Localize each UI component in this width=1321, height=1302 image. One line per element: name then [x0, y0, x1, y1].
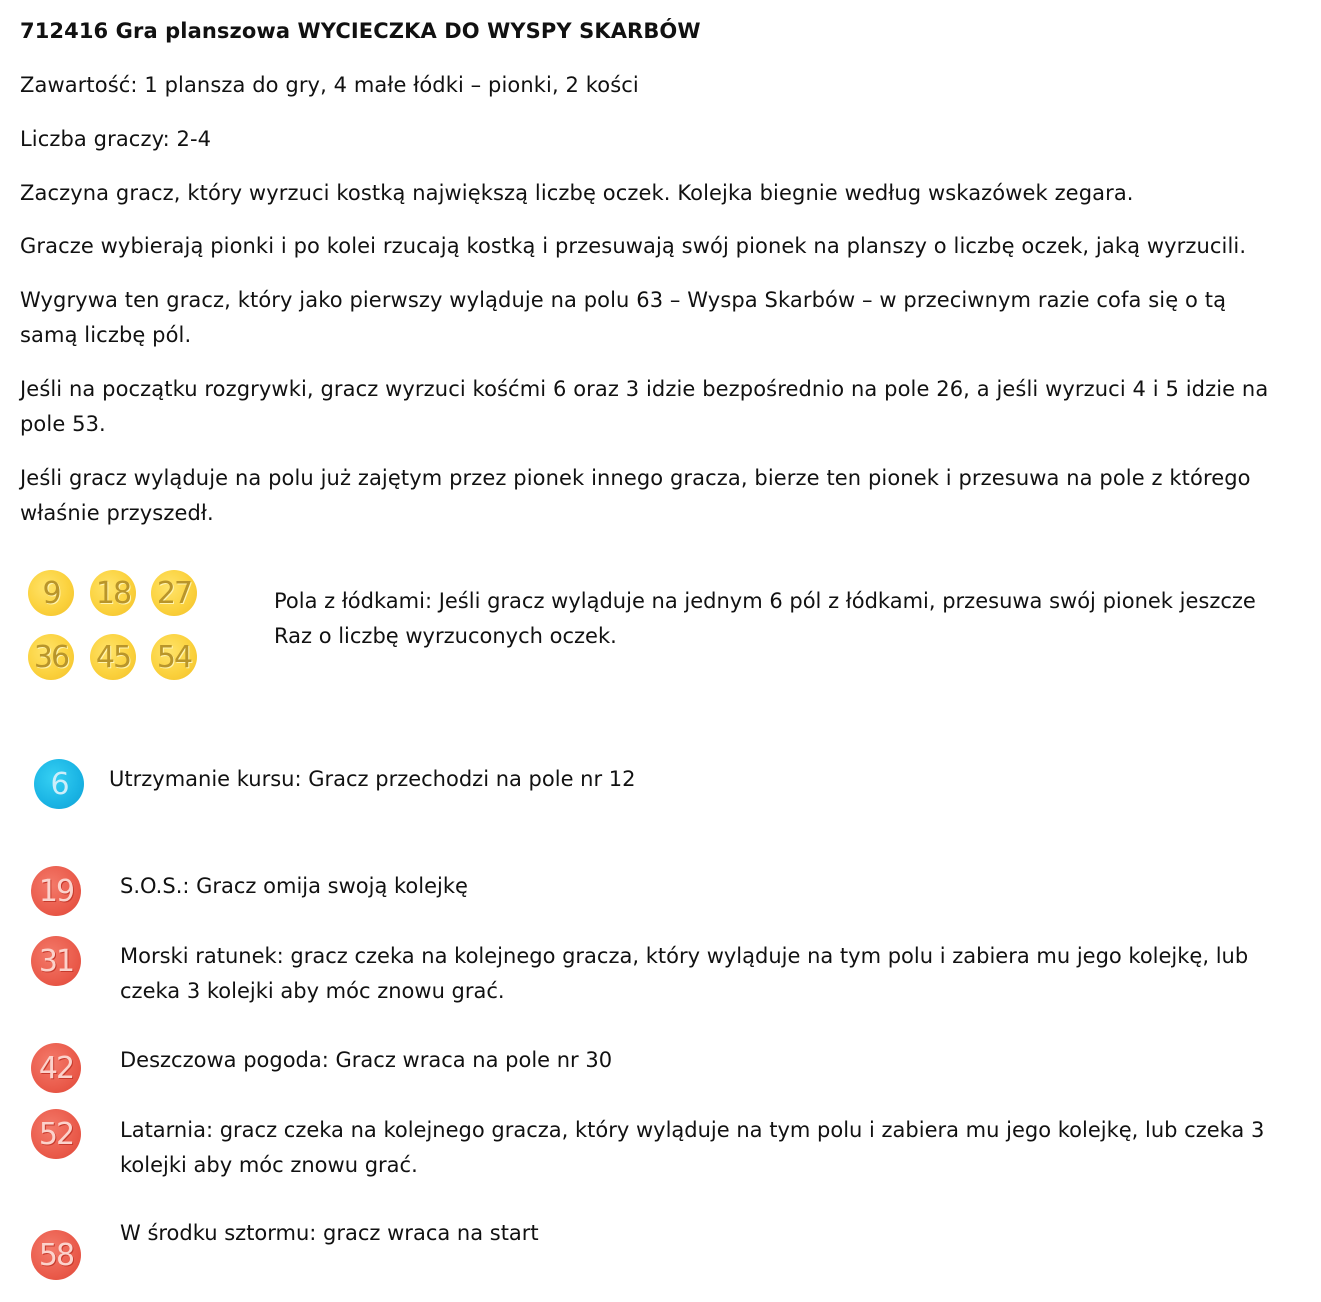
field-31-text-line1: Morski ratunek: gracz czeka na kolejnego gracza, który wyląduje na tym polu i zabiera mu jego kolejkę, lub: [120, 944, 1249, 968]
boat-field-27: 27: [151, 570, 197, 616]
occupied-paragraph-line1: Jeśli gracz wyląduje na polu już zajętym przez pionek innego gracza, bierze ten pionek i przesuwa na pole z którego: [20, 466, 1251, 490]
boat-field-18: 18: [90, 570, 136, 616]
field-6-disc: 6: [34, 759, 84, 809]
win-paragraph-line2: samą liczbę pól.: [20, 323, 192, 347]
occupied-paragraph-line2: właśnie przyszedł.: [20, 501, 214, 525]
field-6-text: Utrzymanie kursu: Gracz przechodzi na pole nr 12: [109, 767, 636, 791]
dice-paragraph-line2: pole 53.: [20, 412, 106, 436]
moves-paragraph: Gracze wybierają pionki i po kolei rzucają kostką i przesuwają swój pionek na planszy o liczbę oczek, jaką wyrzucili.: [20, 234, 1247, 258]
field-19-disc: 19: [31, 866, 81, 916]
boat-fields-text-line1: Pola z łódkami: Jeśli gracz wyląduje na jednym 6 pól z łódkami, przesuwa swój pionek jeszcze: [274, 589, 1256, 613]
page-title: 712416 Gra planszowa WYCIECZKA DO WYSPY SKARBÓW: [20, 19, 701, 43]
field-58-disc: 58: [31, 1230, 81, 1280]
boat-field-54: 54: [151, 634, 197, 680]
field-42-text: Deszczowa pogoda: Gracz wraca na pole nr 30: [120, 1048, 613, 1072]
field-31-text-line2: czeka 3 kolejki aby móc znowu grać.: [120, 979, 505, 1003]
boat-field-36: 36: [28, 634, 74, 680]
field-58-text: W środku sztormu: gracz wraca na start: [120, 1221, 539, 1245]
field-52-text-line1: Latarnia: gracz czeka na kolejnego gracza, który wyląduje na tym polu i zabiera mu jego kolejkę, lub czeka 3: [120, 1118, 1265, 1142]
field-19-text: S.O.S.: Gracz omija swoją kolejkę: [120, 874, 468, 898]
players-paragraph: Liczba graczy: 2-4: [20, 127, 212, 151]
field-42-disc: 42: [31, 1043, 81, 1093]
field-52-disc: 52: [31, 1109, 81, 1159]
start-paragraph: Zaczyna gracz, który wyrzuci kostką największą liczbę oczek. Kolejka biegnie według wskazówek zegara.: [20, 181, 1134, 205]
boat-field-45: 45: [90, 634, 136, 680]
contents-paragraph: Zawartość: 1 plansza do gry, 4 małe łódki – pionki, 2 kości: [20, 73, 639, 97]
boat-field-9: 9: [28, 570, 74, 616]
field-31-disc: 31: [31, 936, 81, 986]
boat-fields-text-line2: Raz o liczbę wyrzuconych oczek.: [274, 624, 617, 648]
field-52-text-line2: kolejki aby móc znowu grać.: [120, 1153, 418, 1177]
win-paragraph-line1: Wygrywa ten gracz, który jako pierwszy wyląduje na polu 63 – Wyspa Skarbów – w przeciwnym razie cofa się o tą: [20, 288, 1227, 312]
dice-paragraph-line1: Jeśli na początku rozgrywki, gracz wyrzuci kośćmi 6 oraz 3 idzie bezpośrednio na pole 26, a jeśli wyrzuci 4 i 5 idzie na: [20, 377, 1269, 401]
